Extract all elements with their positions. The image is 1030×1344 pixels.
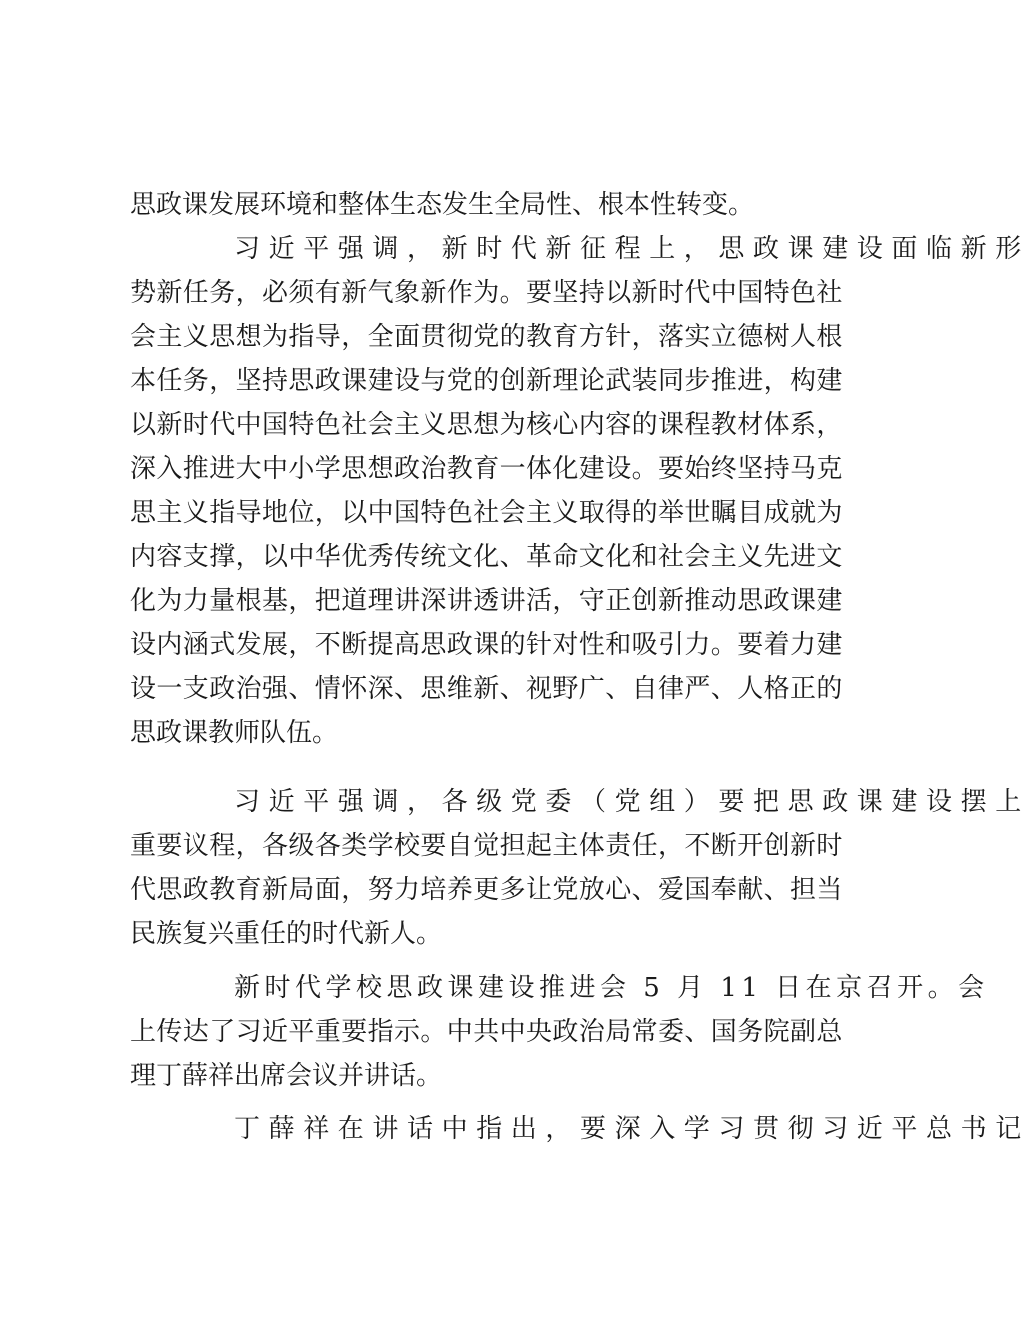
text-line: 思政课发展环境和整体生态发生全局性、根本性转变。 [130, 190, 755, 220]
paragraph [130, 1107, 1030, 1151]
text-line: 设一支政治强、情怀深、思维新、视野广、自律严、人格正的 [130, 674, 843, 704]
text-line: 习近平强调，各级党委（党组）要把思政课建设摆上 [234, 787, 1030, 817]
text-line: 设内涵式发展，不断提高思政课的针对性和吸引力。要着力建 [130, 630, 843, 660]
paragraph [130, 227, 1030, 755]
text-line: 势新任务，必须有新气象新作为。要坚持以新时代中国特色社 [130, 278, 843, 308]
paragraph [130, 780, 1030, 956]
text-line: 本任务，坚持思政课建设与党的创新理论武装同步推进，构建 [130, 366, 843, 396]
text-line: 民族复兴重任的时代新人。 [130, 919, 443, 949]
text-line-content: 习近平强调，新时代新征程上，思政课建设面临新形 [234, 234, 1030, 264]
text-line: 以新时代中国特色社会主义思想为核心内容的课程教材体系， [130, 410, 843, 440]
text-line: 思政课教师队伍。 [130, 718, 339, 748]
text-line: 思主义指导地位，以中国特色社会主义取得的举世瞩目成就为 [130, 498, 843, 528]
paragraph [130, 966, 989, 1098]
text-line: 深入推进大中小学思想政治教育一体化建设。要始终坚持马克 [130, 454, 843, 484]
text-line: 新时代学校思政课建设推进会 5 月 11 日在京召开。会 [234, 973, 989, 1003]
text-line: 内容支撑，以中华优秀传统文化、革命文化和社会主义先进文 [130, 542, 843, 572]
text-line: 理丁薛祥出席会议并讲话。 [130, 1061, 443, 1091]
text-line: 上传达了习近平重要指示。中共中央政治局常委、国务院副总 [130, 1017, 843, 1047]
text-line: 丁薛祥在讲话中指出，要深入学习贯彻习近平总书记 [234, 1114, 1030, 1144]
paragraph [130, 183, 830, 227]
text-line: 重要议程，各级各类学校要自觉担起主体责任，不断开创新时 [130, 831, 843, 861]
text-line: 代思政教育新局面，努力培养更多让党放心、爱国奉献、担当 [130, 875, 843, 905]
text-line: 化为力量根基，把道理讲深讲透讲活，守正创新推动思政课建 [130, 586, 843, 616]
text-line: 会主义思想为指导，全面贯彻党的教育方针，落实立德树人根 [130, 322, 843, 352]
text-line [130, 227, 1030, 271]
